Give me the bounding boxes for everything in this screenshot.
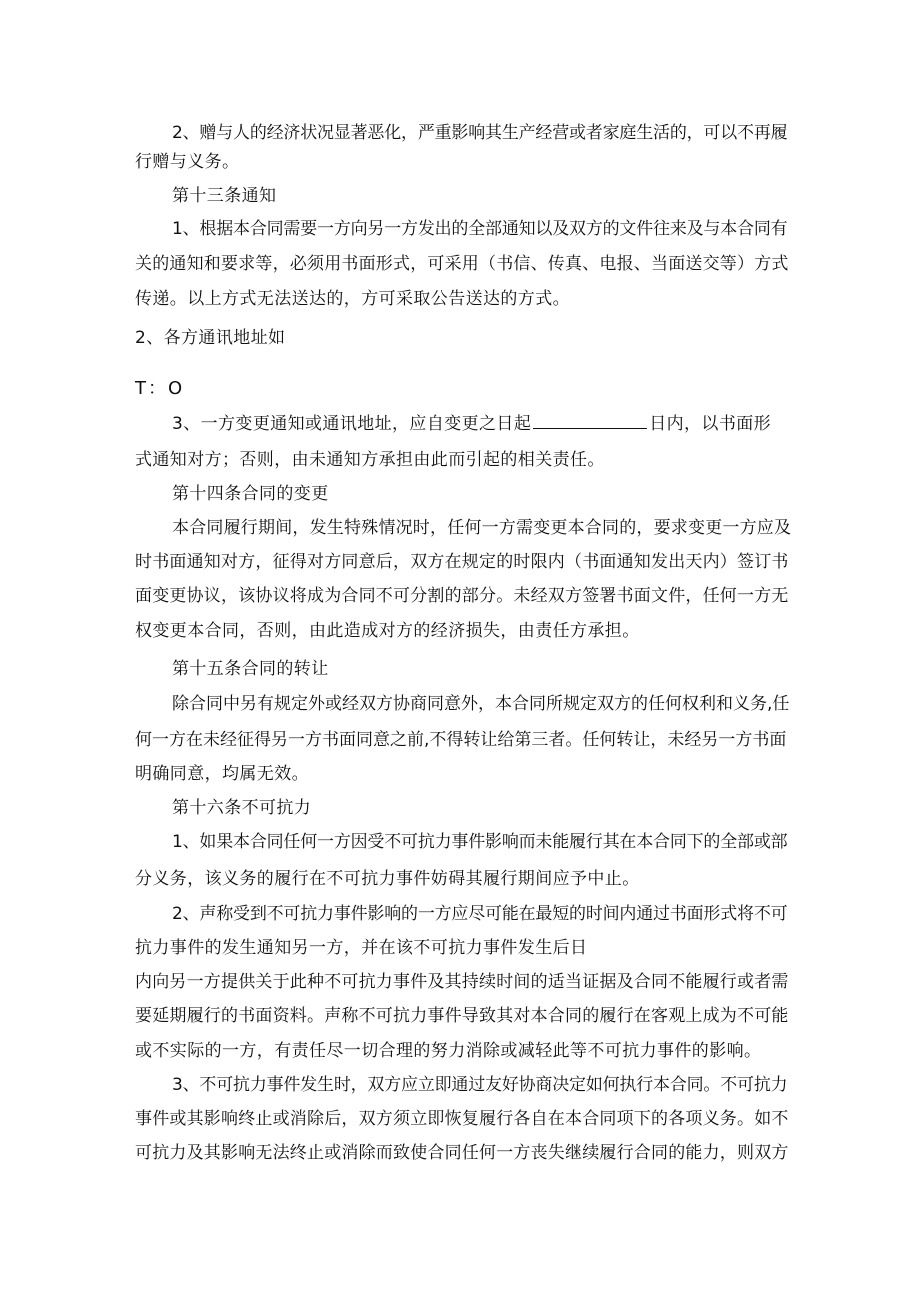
paragraph-line: 时书面通知对方，征得对方同意后，双方在规定的时限内（书面通知发出天内）签订书 bbox=[135, 552, 789, 572]
paragraph-line: 3、不可抗力事件发生时，双方应立即通过友好协商决定如何执行本合同。不可抗力 bbox=[172, 1075, 788, 1095]
address-placeholder: T：O bbox=[135, 378, 185, 399]
paragraph-line: 或不实际的一方，有责任尽一切合理的努力消除或减轻此等不可抗力事件的影响。 bbox=[135, 1041, 762, 1061]
paragraph-line: 权变更本合同，否则，由此造成对方的经济损失，由责任方承担。 bbox=[135, 621, 640, 641]
paragraph-line: 传递。以上方式无法送达的，方可采取公告送达的方式。 bbox=[135, 289, 570, 309]
section-heading: 第十五条合同的转让 bbox=[172, 659, 329, 679]
paragraph-line: 2、声称受到不可抗力事件影响的一方应尽可能在最短的时间内通过书面形式将不可 bbox=[172, 904, 788, 924]
paragraph-line: 1、根据本合同需要一方向另一方发出的全部通知以及双方的文件往来及与本合同有 bbox=[172, 219, 788, 239]
paragraph-line: 2、各方通讯地址如 bbox=[135, 328, 286, 348]
paragraph-line: 本合同履行期间，发生特殊情况时，任何一方需变更本合同的，要求变更一方应及 bbox=[172, 518, 792, 538]
paragraph-line: 内向另一方提供关于此种不可抗力事件及其持续时间的适当证据及合同不能履行或者需 bbox=[135, 972, 789, 992]
paragraph-line: 面变更协议，该协议将成为合同不可分割的部分。未经双方签署书面文件，任何一方无 bbox=[135, 586, 789, 606]
section-heading: 第十六条不可抗力 bbox=[172, 798, 312, 818]
paragraph-line: 何一方在未经征得另一方书面同意之前,不得转让给第三者。任何转让，未经另一方书面 bbox=[135, 730, 787, 750]
paragraph-line: 1、如果本合同任何一方因受不可抗力事件影响而未能履行其在本合同下的全部或部 bbox=[172, 832, 788, 852]
paragraph-line: 要延期履行的书面资料。声称不可抗力事件导致其对本合同的履行在客观上成为不可能 bbox=[135, 1006, 789, 1026]
paragraph-line: 除合同中另有规定外或经双方协商同意外，本合同所规定双方的任何权利和义务,任 bbox=[172, 694, 790, 714]
paragraph-line: 可抗力及其影响无法终止或消除而致使合同任何一方丧失继续履行合同的能力，则双方 bbox=[135, 1143, 789, 1163]
section-heading: 第十四条合同的变更 bbox=[172, 484, 329, 504]
paragraph-line: 行赠与义务。 bbox=[135, 152, 240, 172]
paragraph-line: 抗力事件的发生通知另一方，并在该不可抗力事件发生后日 bbox=[135, 938, 588, 958]
paragraph-line: 式通知对方；否则，由未通知方承担由此而引起的相关责任。 bbox=[135, 450, 605, 470]
section-heading: 第十三条通知 bbox=[172, 186, 277, 206]
paragraph-line: 2、赠与人的经济状况显著恶化，严重影响其生产经营或者家庭生活的，可以不再履 bbox=[172, 123, 788, 143]
paragraph-line bbox=[172, 413, 771, 435]
paragraph-text: 日内，以书面形 bbox=[649, 414, 772, 434]
paragraph-text: 3、一方变更通知或通讯地址，应自变更之日起 bbox=[172, 414, 532, 434]
paragraph-line: 明确同意，均属无效。 bbox=[135, 764, 309, 784]
blank-underline bbox=[533, 414, 647, 429]
paragraph-line: 分义务，该义务的履行在不可抗力事件妨碍其履行期间应予中止。 bbox=[135, 869, 640, 889]
paragraph-line: 事件或其影响终止或消除后，双方须立即恢复履行各自在本合同项下的各项义务。如不 bbox=[135, 1109, 789, 1129]
paragraph-line: 关的通知和要求等，必须用书面形式，可采用（书信、传真、电报、当面送交等）方式 bbox=[135, 254, 789, 274]
